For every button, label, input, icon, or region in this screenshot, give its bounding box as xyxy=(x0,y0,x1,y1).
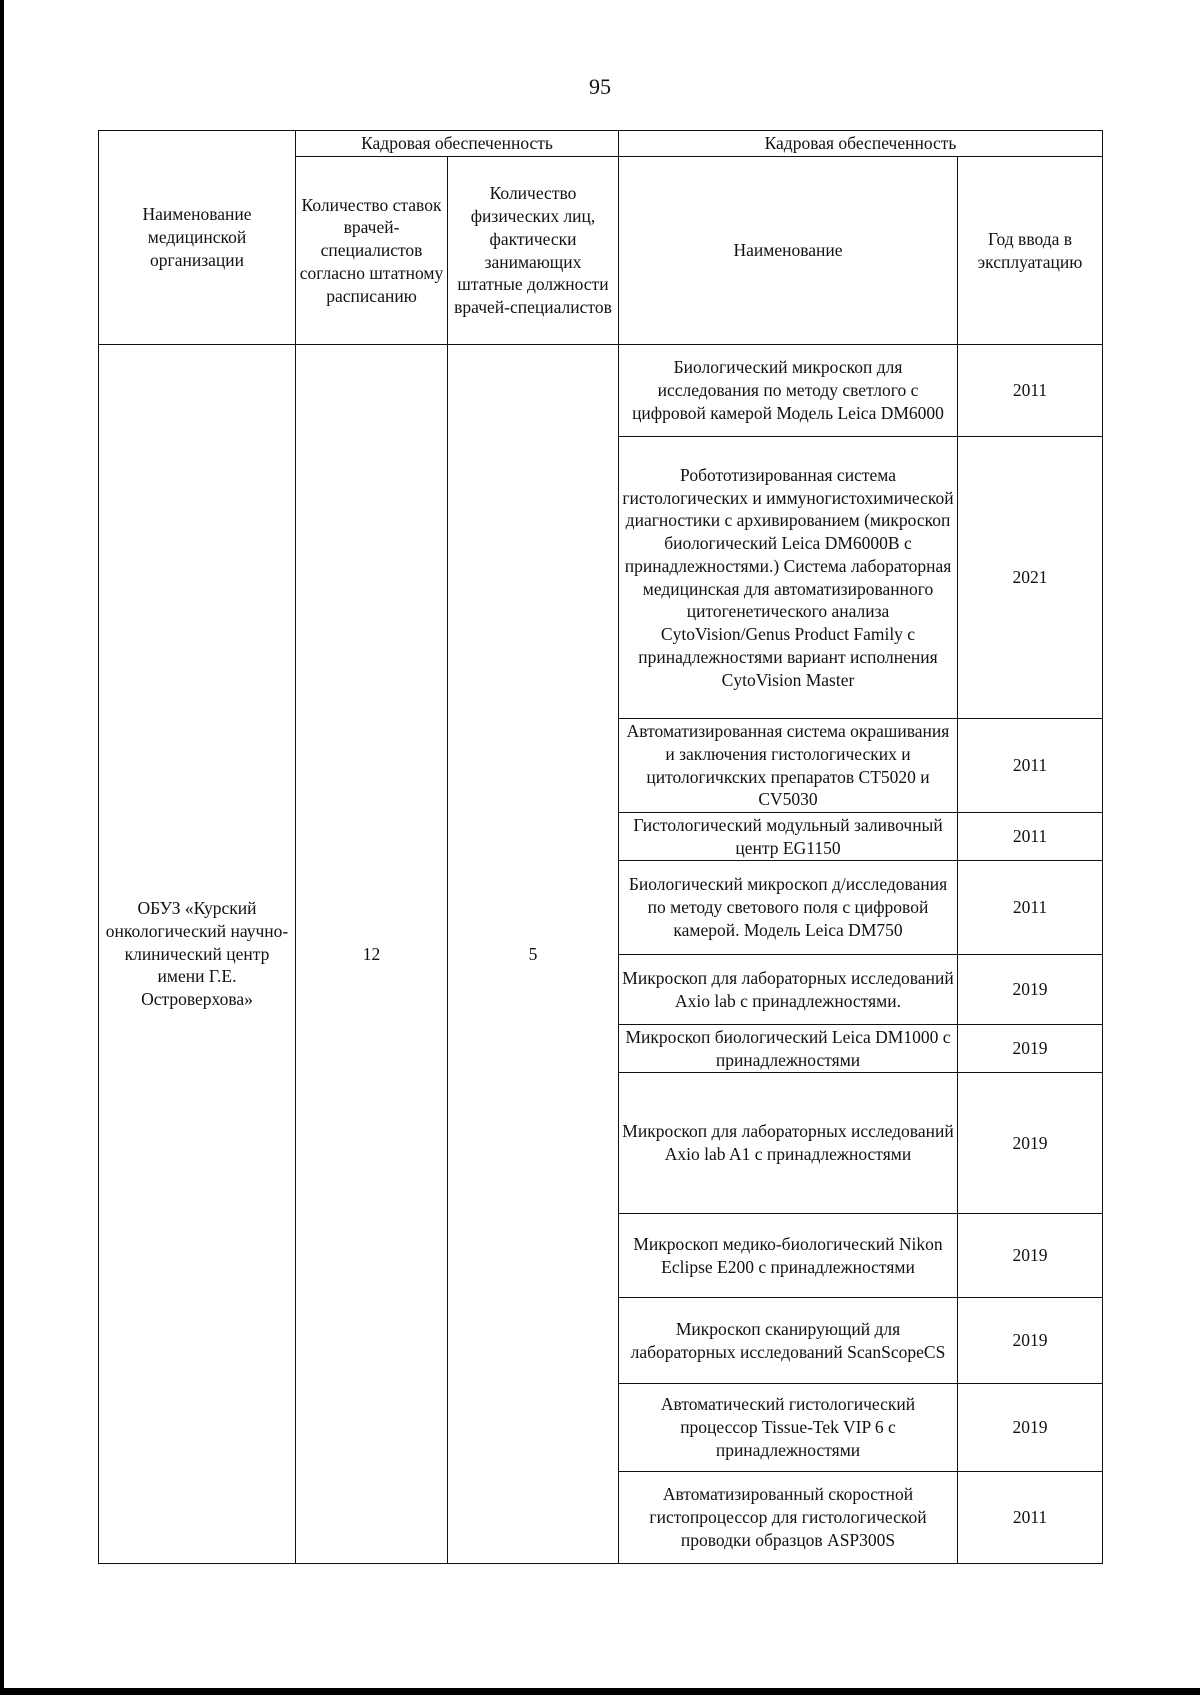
equipment-name-cell: Микроскоп для лабораторных исследований Axio lab A1 с принадлежностями xyxy=(619,1073,958,1214)
equipment-year-cell: 2021 xyxy=(958,437,1103,719)
equipment-year-cell: 2019 xyxy=(958,1384,1103,1472)
header-equipment-name: Наименование xyxy=(619,157,958,345)
equipment-name-cell: Микроскоп сканирующий для лабораторных исследований ScanScopeCS xyxy=(619,1298,958,1384)
staff-positions-cell: 12 xyxy=(296,345,448,1564)
equipment-name-cell: Микроскоп для лабораторных исследований Axio lab с принадлежностями. xyxy=(619,955,958,1025)
equipment-name-cell: Автоматизированный скоростной гистопроцессор для гистологической проводки образцов ASP300S xyxy=(619,1472,958,1564)
equipment-year-cell: 2011 xyxy=(958,719,1103,813)
table-row xyxy=(99,345,1103,437)
equipment-year-cell: 2019 xyxy=(958,1073,1103,1214)
equipment-name-cell: Микроскоп медико-биологический Nikon Eclipse E200 с принадлежностями xyxy=(619,1214,958,1298)
equipment-year-cell: 2011 xyxy=(958,345,1103,437)
equipment-table xyxy=(98,130,1103,1564)
equipment-year-cell: 2011 xyxy=(958,861,1103,955)
equipment-year-cell: 2019 xyxy=(958,1214,1103,1298)
header-staff-positions: Количество ставок врачей-специалистов согласно штатному расписанию xyxy=(296,157,448,345)
staff-persons-cell: 5 xyxy=(448,345,619,1564)
header-commission-year: Год ввода в эксплуатацию xyxy=(958,157,1103,345)
header-group-staffing-right: Кадровая обеспеченность xyxy=(619,131,1103,157)
equipment-year-cell: 2011 xyxy=(958,1472,1103,1564)
equipment-year-cell: 2019 xyxy=(958,955,1103,1025)
equipment-year-cell: 2019 xyxy=(958,1298,1103,1384)
header-staff-persons: Количество физических лиц, фактически занимающих штатные должности врачей-специалистов xyxy=(448,157,619,345)
equipment-name-cell: Автоматический гистологический процессор Tissue-Tek VIP 6 с принадлежностями xyxy=(619,1384,958,1472)
equipment-name-cell: Биологический микроскоп д/исследования по методу светового поля с цифровой камерой. Модель Leica DM750 xyxy=(619,861,958,955)
table-group-header-row xyxy=(99,131,1103,157)
equipment-name-cell: Гистологический модульный заливочный центр EG1150 xyxy=(619,813,958,861)
scan-edge-left xyxy=(0,0,4,1695)
org-name-cell: ОБУЗ «Курский онкологический научно-клинический центр имени Г.Е. Островерхова» xyxy=(99,345,296,1564)
header-org-name: Наименование медицинской организации xyxy=(99,131,296,345)
equipment-name-cell: Биологический микроскоп для исследования по методу светлого с цифровой камерой Модель Leica DM6000 xyxy=(619,345,958,437)
scan-edge-bottom xyxy=(0,1688,1200,1695)
equipment-year-cell: 2011 xyxy=(958,813,1103,861)
equipment-year-cell: 2019 xyxy=(958,1025,1103,1073)
equipment-name-cell: Робототизированная система гистологических и иммуногистохимической диагностики с архивированием (микроскоп биологический Leica DM6000B с принадлежностями.) Система лабораторная медицинская для автоматизированного цитогенетического анализа CytoVision/Genus Product Family с принадлежностями вариант исполнения CytoVision Master xyxy=(619,437,958,719)
page-number: 95 xyxy=(589,74,611,99)
header-group-staffing-left: Кадровая обеспеченность xyxy=(296,131,619,157)
equipment-name-cell: Автоматизированная система окрашивания и заключения гистологических и цитологичкских препаратов CT5020 и CV5030 xyxy=(619,719,958,813)
equipment-name-cell: Микроскоп биологический Leica DM1000 с принадлежностями xyxy=(619,1025,958,1073)
